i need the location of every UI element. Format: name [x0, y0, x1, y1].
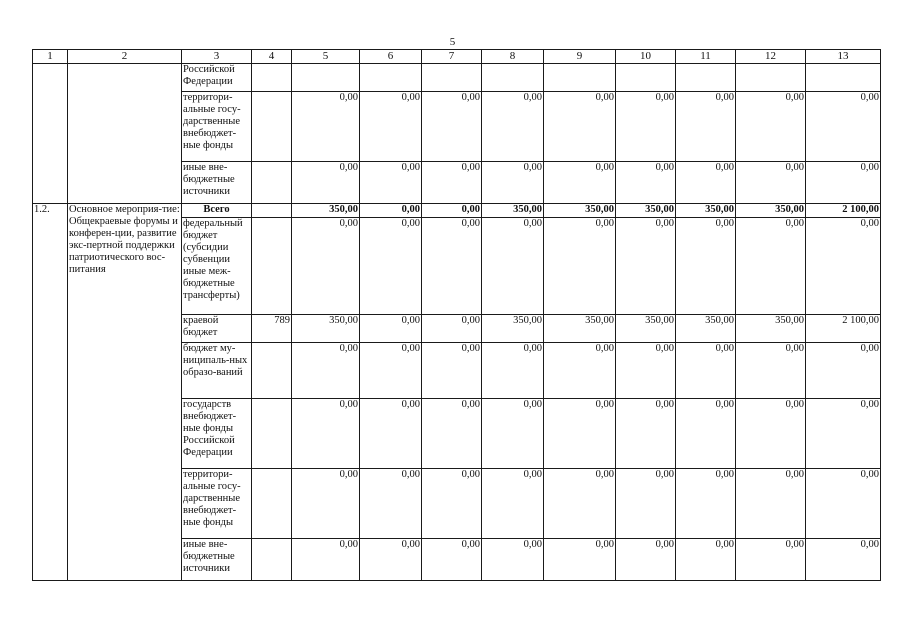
- budget-code-cell: [252, 539, 292, 581]
- value-cell: 0,00: [360, 204, 422, 218]
- value-cell: 350,00: [482, 204, 544, 218]
- value-cell: 0,00: [676, 469, 736, 539]
- funding-source-cell: территори-альные госу-дарственные внебюджет-ные фонды: [182, 92, 252, 162]
- value-cell: 0,00: [292, 218, 360, 315]
- value-cell: 0,00: [736, 399, 806, 469]
- budget-code-cell: [252, 469, 292, 539]
- value-cell: 350,00: [676, 315, 736, 343]
- value-cell: 0,00: [422, 92, 482, 162]
- value-cell: 0,00: [806, 539, 881, 581]
- header-cell: 5: [292, 50, 360, 64]
- value-cell: [676, 64, 736, 92]
- header-cell: 7: [422, 50, 482, 64]
- value-cell: [422, 64, 482, 92]
- value-cell: 350,00: [544, 204, 616, 218]
- value-cell: 0,00: [676, 399, 736, 469]
- value-cell: [544, 64, 616, 92]
- budget-code-cell: [252, 204, 292, 218]
- value-cell: 0,00: [736, 539, 806, 581]
- value-cell: 0,00: [360, 315, 422, 343]
- value-cell: 0,00: [292, 539, 360, 581]
- value-cell: 0,00: [806, 92, 881, 162]
- budget-code-cell: [252, 343, 292, 399]
- value-cell: 0,00: [544, 343, 616, 399]
- header-cell: 2: [68, 50, 182, 64]
- value-cell: 0,00: [736, 343, 806, 399]
- value-cell: 350,00: [616, 204, 676, 218]
- header-cell: 1: [33, 50, 68, 64]
- value-cell: 350,00: [616, 315, 676, 343]
- funding-source-cell: государств внебюджет-ные фонды Российской Федерации: [182, 399, 252, 469]
- value-cell: 0,00: [616, 92, 676, 162]
- header-cell: 12: [736, 50, 806, 64]
- value-cell: 0,00: [360, 343, 422, 399]
- value-cell: 0,00: [616, 399, 676, 469]
- budget-code-cell: 789: [252, 315, 292, 343]
- value-cell: 0,00: [544, 539, 616, 581]
- value-cell: 0,00: [482, 92, 544, 162]
- value-cell: 350,00: [544, 315, 616, 343]
- value-cell: 0,00: [422, 218, 482, 315]
- value-cell: 0,00: [360, 539, 422, 581]
- value-cell: 0,00: [736, 162, 806, 204]
- funding-source-cell: территори-альные госу-дарственные внебюджет-ные фонды: [182, 469, 252, 539]
- value-cell: 0,00: [544, 399, 616, 469]
- value-cell: 0,00: [806, 399, 881, 469]
- value-cell: 0,00: [616, 218, 676, 315]
- value-cell: 0,00: [360, 399, 422, 469]
- value-cell: 0,00: [482, 399, 544, 469]
- item-name-cell: Основное мероприя-тие: Общекраевые форумы и конферен-ции, развитие экс-пертной поддержки патриотического вос-питания: [68, 204, 182, 581]
- value-cell: 350,00: [736, 315, 806, 343]
- budget-table: [32, 49, 881, 581]
- value-cell: 350,00: [292, 315, 360, 343]
- budget-code-cell: [252, 399, 292, 469]
- header-cell: 3: [182, 50, 252, 64]
- value-cell: 0,00: [544, 162, 616, 204]
- value-cell: 0,00: [292, 469, 360, 539]
- header-cell: 8: [482, 50, 544, 64]
- value-cell: 0,00: [422, 399, 482, 469]
- value-cell: 0,00: [422, 315, 482, 343]
- value-cell: 0,00: [676, 539, 736, 581]
- value-cell: 0,00: [806, 162, 881, 204]
- budget-code-cell: [252, 64, 292, 92]
- value-cell: 350,00: [292, 204, 360, 218]
- value-cell: 0,00: [292, 399, 360, 469]
- funding-source-cell: Всего: [182, 204, 252, 218]
- value-cell: 0,00: [544, 218, 616, 315]
- header-cell: 13: [806, 50, 881, 64]
- value-cell: 0,00: [482, 343, 544, 399]
- value-cell: 2 100,00: [806, 204, 881, 218]
- value-cell: 0,00: [616, 343, 676, 399]
- value-cell: 0,00: [482, 539, 544, 581]
- value-cell: 350,00: [736, 204, 806, 218]
- header-cell: 4: [252, 50, 292, 64]
- value-cell: 0,00: [806, 218, 881, 315]
- header-row: [33, 50, 881, 64]
- item-number-cell: [33, 64, 68, 204]
- value-cell: 0,00: [544, 92, 616, 162]
- value-cell: 0,00: [422, 469, 482, 539]
- item-name-cell: [68, 64, 182, 204]
- value-cell: [360, 64, 422, 92]
- value-cell: 0,00: [736, 92, 806, 162]
- funding-source-cell: Российской Федерации: [182, 64, 252, 92]
- value-cell: 0,00: [544, 469, 616, 539]
- value-cell: 0,00: [482, 162, 544, 204]
- value-cell: 0,00: [360, 92, 422, 162]
- table-body: [33, 50, 881, 581]
- table-row: [33, 64, 881, 92]
- value-cell: 2 100,00: [806, 315, 881, 343]
- value-cell: 0,00: [422, 162, 482, 204]
- budget-code-cell: [252, 218, 292, 315]
- value-cell: 0,00: [482, 469, 544, 539]
- value-cell: [482, 64, 544, 92]
- value-cell: 0,00: [806, 469, 881, 539]
- value-cell: [616, 64, 676, 92]
- header-cell: 9: [544, 50, 616, 64]
- value-cell: 0,00: [616, 162, 676, 204]
- value-cell: 0,00: [616, 539, 676, 581]
- value-cell: 0,00: [736, 218, 806, 315]
- value-cell: 0,00: [422, 343, 482, 399]
- value-cell: 0,00: [422, 204, 482, 218]
- value-cell: 0,00: [292, 162, 360, 204]
- value-cell: 0,00: [806, 343, 881, 399]
- value-cell: [736, 64, 806, 92]
- funding-source-cell: федеральный бюджет (субсидии субвенции иные меж-бюджетные трансферты): [182, 218, 252, 315]
- page-number: 5: [449, 36, 456, 48]
- budget-code-cell: [252, 92, 292, 162]
- value-cell: 0,00: [736, 469, 806, 539]
- value-cell: 0,00: [292, 92, 360, 162]
- value-cell: 0,00: [360, 218, 422, 315]
- value-cell: 0,00: [360, 469, 422, 539]
- header-cell: 11: [676, 50, 736, 64]
- value-cell: 0,00: [360, 162, 422, 204]
- budget-code-cell: [252, 162, 292, 204]
- value-cell: 0,00: [482, 218, 544, 315]
- value-cell: 0,00: [616, 469, 676, 539]
- value-cell: 0,00: [422, 539, 482, 581]
- header-cell: 6: [360, 50, 422, 64]
- item-number-cell: 1.2.: [33, 204, 68, 581]
- value-cell: [806, 64, 881, 92]
- value-cell: [292, 64, 360, 92]
- funding-source-cell: иные вне-бюджетные источники: [182, 539, 252, 581]
- value-cell: 350,00: [482, 315, 544, 343]
- value-cell: 0,00: [292, 343, 360, 399]
- value-cell: 0,00: [676, 343, 736, 399]
- value-cell: 350,00: [676, 204, 736, 218]
- funding-source-cell: иные вне-бюджетные источники: [182, 162, 252, 204]
- funding-source-cell: краевой бюджет: [182, 315, 252, 343]
- header-cell: 10: [616, 50, 676, 64]
- value-cell: 0,00: [676, 162, 736, 204]
- funding-source-cell: бюджет му-ниципаль-ных образо-ваний: [182, 343, 252, 399]
- value-cell: 0,00: [676, 218, 736, 315]
- table-row: [33, 204, 881, 218]
- value-cell: 0,00: [676, 92, 736, 162]
